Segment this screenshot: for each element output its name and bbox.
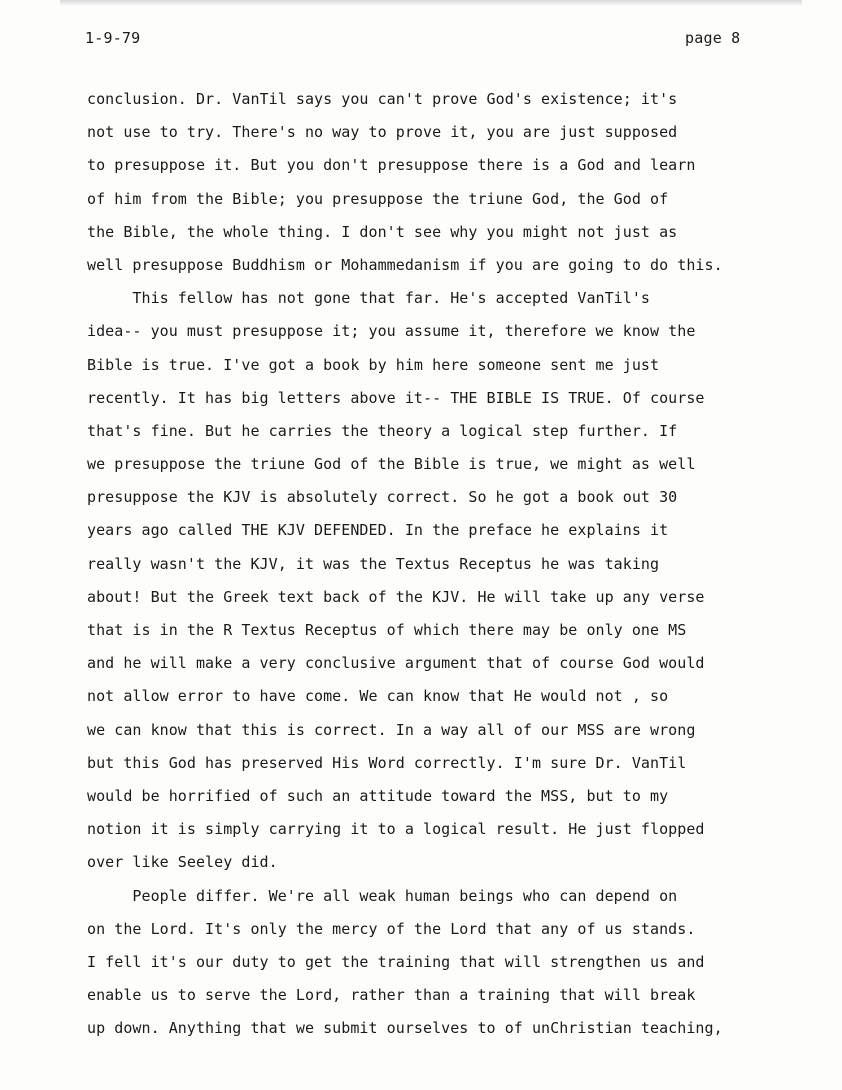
text-line: and he will make a very conclusive argument that of course God would	[87, 654, 705, 673]
text-line: enable us to serve the Lord, rather than a training that will break	[87, 986, 696, 1005]
text-line: People differ. We're all weak human beings who can depend on	[87, 886, 678, 905]
text-line: well presuppose Buddhism or Mohammedanism if you are going to do this.	[87, 255, 723, 274]
text-line: over like Seeley did.	[87, 853, 278, 872]
text-line: we presuppose the triune God of the Bible is true, we might as well	[87, 455, 696, 474]
text-line: idea-- you must presuppose it; you assume it, therefore we know the	[87, 322, 696, 341]
text-line: about! But the Greek text back of the KJV. He will take up any verse	[87, 587, 705, 606]
text-line: Bible is true. I've got a book by him here someone sent me just	[87, 355, 660, 374]
text-line: not use to try. There's no way to prove it, you are just supposed	[87, 123, 678, 142]
text-line: presuppose the KJV is absolutely correct. So he got a book out 30	[87, 488, 678, 507]
text-line: on the Lord. It's only the mercy of the Lord that any of us stands.	[87, 919, 696, 938]
text-line: really wasn't the KJV, it was the Textus Receptus he was taking	[87, 554, 660, 573]
text-line: up down. Anything that we submit ourselves to of unChristian teaching,	[87, 1019, 723, 1038]
text-line: that's fine. But he carries the theory a logical step further. If	[87, 421, 678, 440]
text-line: that is in the R Textus Receptus of which there may be only one MS	[87, 621, 687, 639]
text-line: to presuppose it. But you don't presuppose there is a God and learn	[87, 156, 696, 175]
scan-edge-shadow	[60, 0, 802, 6]
text-line: notion it is simply carrying it to a logical result. He just flopped	[87, 820, 705, 839]
header-date: 1-9-79	[85, 29, 141, 47]
text-line: This fellow has not gone that far. He's accepted VanTil's	[87, 289, 651, 308]
body-text	[87, 87, 822, 1049]
text-line: not allow error to have come. We can know that He would not , so	[87, 687, 669, 706]
text-line: of him from the Bible; you presuppose the triune God, the God of	[87, 189, 669, 208]
text-line: recently. It has big letters above it-- THE BIBLE IS TRUE. Of course	[87, 388, 705, 407]
text-line: years ago called THE KJV DEFENDED. In the preface he explains it	[87, 521, 669, 540]
header-page-number: page 8	[685, 29, 741, 47]
text-line: we can know that this is correct. In a way all of our MSS are wrong	[87, 720, 696, 739]
text-line: but this God has preserved His Word correctly. I'm sure Dr. VanTil	[87, 753, 687, 772]
text-line: I fell it's our duty to get the training that will strengthen us and	[87, 952, 705, 971]
text-line: conclusion. Dr. VanTil says you can't prove God's existence; it's	[87, 90, 678, 108]
text-line: the Bible, the whole thing. I don't see why you might not just as	[87, 222, 678, 241]
text-line: would be horrified of such an attitude toward the MSS, but to my	[87, 786, 669, 805]
